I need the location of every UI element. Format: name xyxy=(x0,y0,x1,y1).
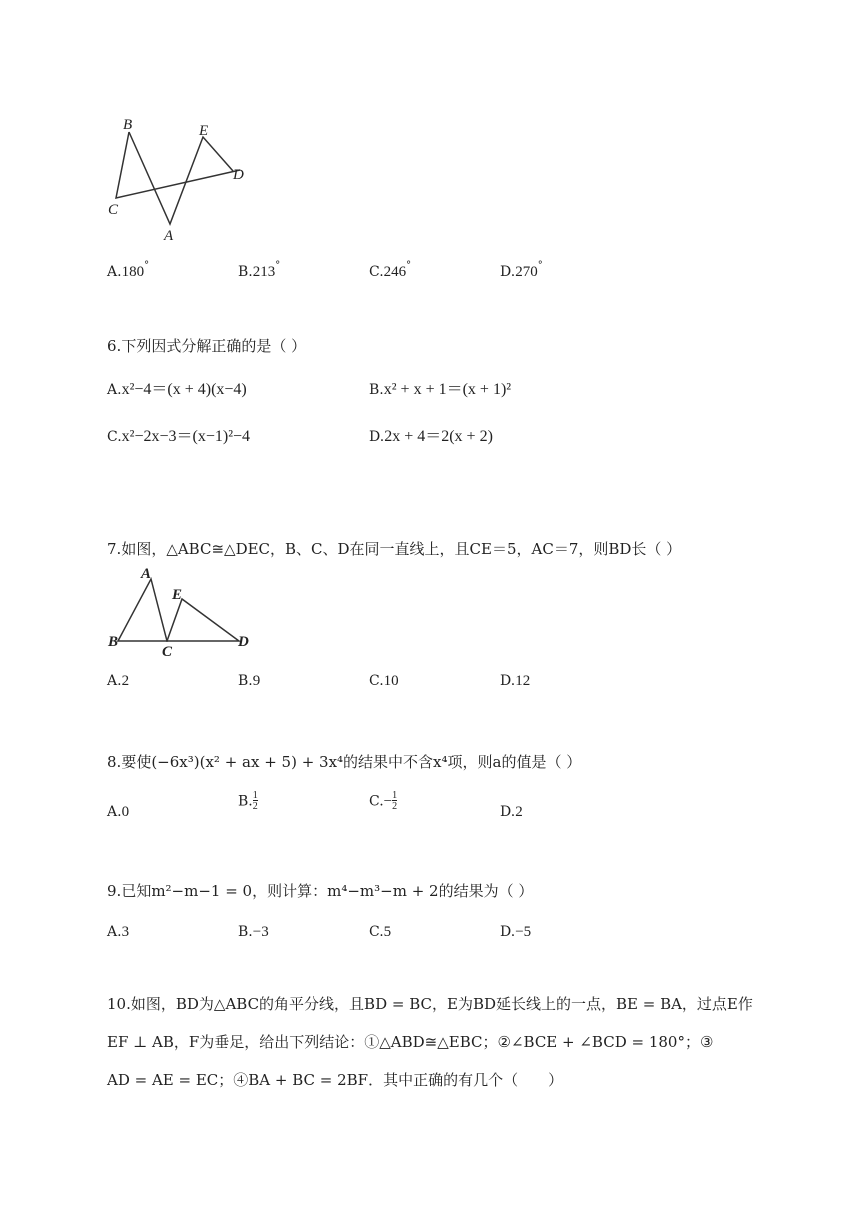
label-E: E xyxy=(199,123,209,139)
denominator: 2 xyxy=(252,801,258,812)
option-letter: A. xyxy=(107,673,122,689)
q6-stem xyxy=(107,335,306,356)
option-letter: D. xyxy=(500,673,516,689)
option-value: 5 xyxy=(383,924,392,940)
q5-figure-lines xyxy=(116,132,240,198)
degree-sign: ° xyxy=(406,260,412,271)
triangle-dec xyxy=(167,599,239,641)
option-formula: x² + x + 1＝(x + 1)² xyxy=(383,381,512,398)
option-value: −5 xyxy=(515,924,532,940)
q10-line-3: AD = AE = EC；④BA + BC = 2BF．其中正确的有几个（ ） xyxy=(107,1071,564,1089)
option-value: 0 xyxy=(121,804,130,820)
q5-option-b[interactable] xyxy=(238,260,280,281)
label-C: C xyxy=(108,202,119,218)
option-letter: C. xyxy=(369,924,384,940)
option-value: 213 xyxy=(252,264,276,280)
option-letter: A. xyxy=(107,804,122,820)
option-letter: C. xyxy=(107,429,122,445)
q8-option-a[interactable] xyxy=(107,801,129,821)
q8-option-c[interactable] xyxy=(369,790,397,812)
q5-option-a[interactable] xyxy=(107,260,149,281)
q6-option-b[interactable] xyxy=(369,376,511,399)
question-text: 已知m²−m−1 = 0，则计算：m⁴−m³−m + 2的结果为（ ） xyxy=(121,882,534,900)
degree-sign: ° xyxy=(537,260,543,271)
option-value: 246 xyxy=(383,264,407,280)
option-formula: x²−2x−3＝(x−1)²−4 xyxy=(121,428,251,445)
q7-option-c[interactable] xyxy=(369,670,399,690)
fraction xyxy=(253,790,258,812)
q5-figure-lines-2 xyxy=(129,132,233,224)
q7-option-a[interactable] xyxy=(107,670,129,690)
option-value: −3 xyxy=(252,924,269,940)
numerator: 1 xyxy=(392,790,398,801)
q8-stem xyxy=(107,751,581,772)
option-letter: B. xyxy=(238,673,253,689)
label-A: A xyxy=(141,566,152,582)
q8-option-d[interactable] xyxy=(500,801,523,821)
minus-sign: − xyxy=(383,793,393,810)
q7-option-d[interactable] xyxy=(500,670,530,690)
question-number: 9. xyxy=(107,882,122,900)
option-letter: D. xyxy=(369,429,385,445)
q7-option-b[interactable] xyxy=(238,670,260,690)
question-text: 如图，BD为△ABC的角平分线，且BD = BC，E为BD延长线上的一点，BE = BA，过点E作 xyxy=(130,995,753,1013)
option-value: 270 xyxy=(515,264,538,280)
label-C: C xyxy=(162,644,173,658)
option-letter: C. xyxy=(369,793,384,810)
q7-stem xyxy=(107,538,681,559)
q6-option-d[interactable] xyxy=(369,423,493,446)
option-letter: D. xyxy=(500,264,516,280)
q6-option-c[interactable] xyxy=(107,423,250,446)
question-number: 10. xyxy=(107,995,131,1013)
q8-option-b[interactable] xyxy=(238,790,258,812)
option-letter: D. xyxy=(500,804,516,820)
option-letter: C. xyxy=(369,264,384,280)
question-number: 6. xyxy=(107,337,122,355)
degree-sign: ° xyxy=(144,260,150,271)
label-A: A xyxy=(164,228,174,244)
label-E: E xyxy=(172,587,183,603)
option-formula: x²−4＝(x + 4)(x−4) xyxy=(121,381,247,398)
option-value: 9 xyxy=(252,673,261,689)
option-value: 3 xyxy=(121,924,130,940)
question-number: 7. xyxy=(107,540,122,558)
q10-line-1 xyxy=(107,993,753,1014)
option-value: 10 xyxy=(383,673,399,689)
q10-line-2: EF ⊥ AB，F为垂足，给出下列结论：①△ABD≅△EBC；②∠BCE + ∠BCD = 180°；③ xyxy=(107,1033,714,1051)
label-B: B xyxy=(123,117,133,133)
option-value: 180 xyxy=(121,264,145,280)
question-text: 下列因式分解正确的是（ ） xyxy=(121,337,307,355)
option-value: 2 xyxy=(515,804,523,820)
label-B: B xyxy=(108,634,119,650)
option-letter: A. xyxy=(107,264,122,280)
option-letter: B. xyxy=(238,793,253,810)
option-letter: A. xyxy=(107,924,122,940)
q9-option-d[interactable] xyxy=(500,921,531,941)
triangle-abc xyxy=(118,579,167,641)
option-letter: D. xyxy=(500,924,516,940)
option-letter: B. xyxy=(238,264,253,280)
denominator: 2 xyxy=(392,801,398,812)
numerator: 1 xyxy=(252,790,258,801)
label-D: D xyxy=(238,634,249,650)
option-letter: B. xyxy=(238,924,253,940)
q6-option-a[interactable] xyxy=(107,376,247,399)
option-value: 12 xyxy=(515,673,531,689)
q9-option-b[interactable] xyxy=(238,921,269,941)
option-letter: A. xyxy=(107,382,122,398)
fraction xyxy=(392,790,397,812)
question-number: 8. xyxy=(107,753,122,771)
option-letter: B. xyxy=(369,382,384,398)
question-text: 如图，△ABC≅△DEC，B、C、D在同一直线上，且CE＝5，AC＝7，则BD长（ ） xyxy=(121,540,682,558)
option-formula: 2x + 4＝2(x + 2) xyxy=(384,428,493,445)
label-D: D xyxy=(233,167,244,183)
q9-option-c[interactable] xyxy=(369,921,391,941)
q5-option-c[interactable] xyxy=(369,260,411,281)
option-value: 2 xyxy=(121,673,130,689)
degree-sign: ° xyxy=(275,260,281,271)
question-text: 要使(−6x³)(x² + ax + 5) + 3x⁴的结果中不含x⁴项，则a的值是（ ） xyxy=(121,753,582,771)
q7-figure xyxy=(104,566,264,658)
q5-option-d[interactable] xyxy=(500,260,543,281)
q5-figure xyxy=(100,112,260,247)
q9-stem xyxy=(107,880,533,901)
q9-option-a[interactable] xyxy=(107,921,129,941)
option-letter: C. xyxy=(369,673,384,689)
